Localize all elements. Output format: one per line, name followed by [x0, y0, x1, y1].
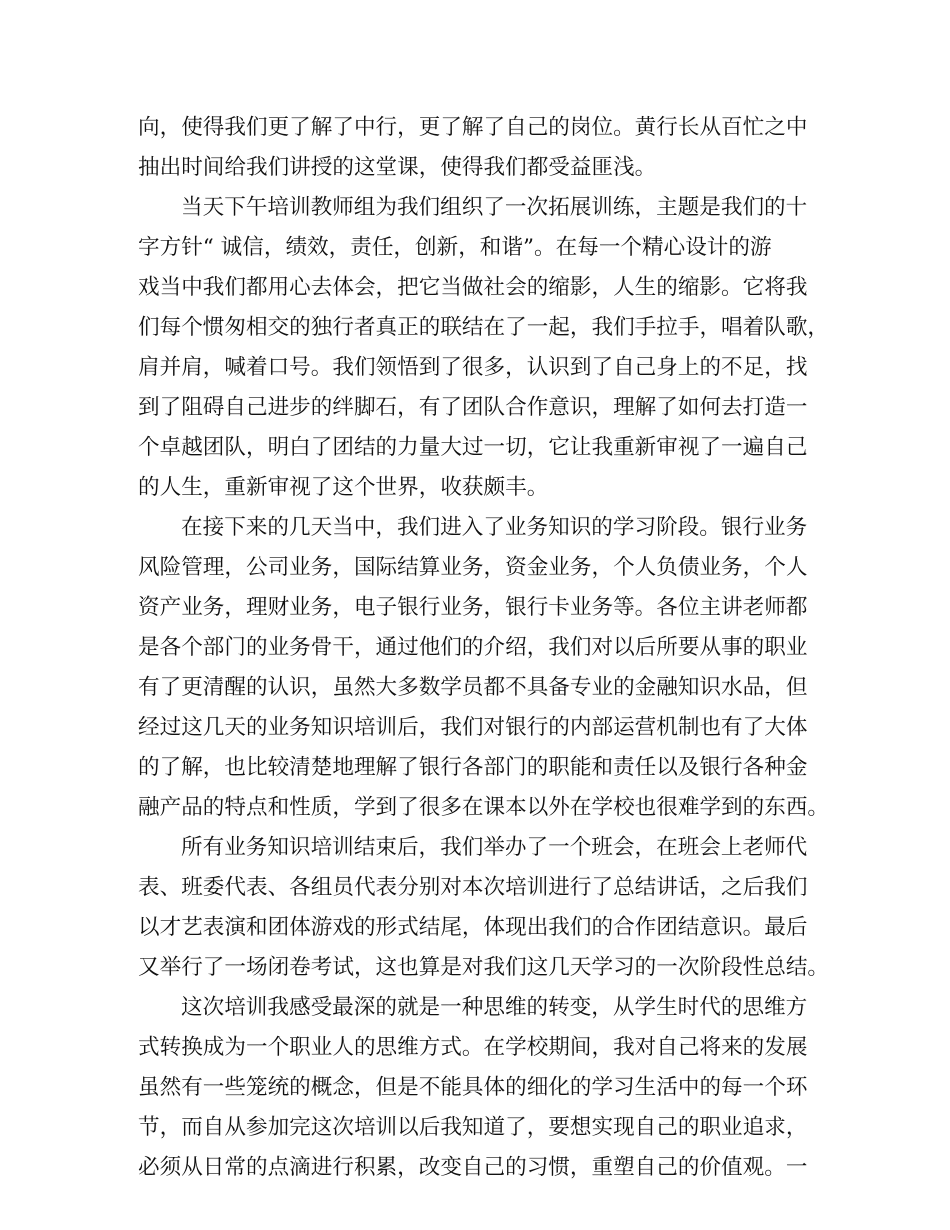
- paragraph-first-line: 这次培训我感受最深的就是一种思维的转变，从学生时代的思维方: [181, 995, 808, 1020]
- paragraph-first-line: 所有业务知识培训结束后，我们举办了一个班会，在班会上老师代: [181, 835, 808, 860]
- text-line: 融产品的特点和性质，学到了很多在课本以外在学校也很难学到的东西。: [138, 795, 830, 820]
- text-line: 资产业务，理财业务，电子银行业务，银行卡业务等。各位主讲老师都: [138, 595, 808, 620]
- text-line: 戏当中我们都用心去体会，把它当做社会的缩影，人生的缩影。它将我: [138, 275, 808, 300]
- text-line: 字方针“ 诚信，绩效，责任，创新，和谐”。在每一个精心设计的游: [138, 235, 772, 260]
- text-line: 的人生，重新审视了这个世界，收获颇丰。: [138, 475, 549, 500]
- text-line: 虽然有一些笼统的概念，但是不能具体的细化的学习生活中的每一个环: [138, 1075, 808, 1100]
- text-line: 以才艺表演和团体游戏的形式结尾，体现出我们的合作团结意识。最后: [138, 915, 808, 940]
- text-line: 经过这几天的业务知识培训后，我们对银行的内部运营机制也有了大体: [138, 715, 808, 740]
- text-line: 式转换成为一个职业人的思维方式。在学校期间，我对自己将来的发展: [138, 1035, 808, 1060]
- text-line: 抽出时间给我们讲授的这堂课，使得我们都受益匪浅。: [138, 155, 657, 180]
- paragraph-first-line: 在接下来的几天当中，我们进入了业务知识的学习阶段。银行业务: [181, 515, 808, 540]
- text-line: 们每个惯匆相交的独行者真正的联结在了一起，我们手拉手，唱着队歌，: [138, 315, 830, 340]
- text-line: 的了解，也比较清楚地理解了银行各部门的职能和责任以及银行各种金: [138, 755, 808, 780]
- paragraph-first-line: 当天下午培训教师组为我们组织了一次拓展训练，主题是我们的十: [181, 195, 808, 220]
- text-line: 肩并肩，喊着口号。我们领悟到了很多，认识到了自己身上的不足，找: [138, 355, 808, 380]
- text-line: 到了阻碍自己进步的绊脚石，有了团队合作意识，理解了如何去打造一: [138, 395, 808, 420]
- text-line: 是各个部门的业务骨干，通过他们的介绍，我们对以后所要从事的职业: [138, 635, 808, 660]
- text-line: 向，使得我们更了解了中行，更了解了自己的岗位。黄行长从百忙之中: [138, 115, 808, 140]
- text-line: 个卓越团队，明白了团结的力量大过一切，它让我重新审视了一遍自己: [138, 435, 808, 460]
- text-line: 风险管理，公司业务，国际结算业务，资金业务，个人负债业务，个人: [138, 555, 808, 580]
- text-line: 表、班委代表、各组员代表分别对本次培训进行了总结讲话，之后我们: [138, 875, 808, 900]
- text-line: 节，而自从参加完这次培训以后我知道了，要想实现自己的职业追求，: [138, 1115, 808, 1140]
- text-line: 又举行了一场闭卷考试，这也算是对我们这几天学习的一次阶段性总结。: [138, 955, 830, 980]
- text-line: 有了更清醒的认识，虽然大多数学员都不具备专业的金融知识水品，但: [138, 675, 808, 700]
- text-line: 必须从日常的点滴进行积累，改变自己的习惯，重塑自己的价值观。一: [138, 1155, 808, 1180]
